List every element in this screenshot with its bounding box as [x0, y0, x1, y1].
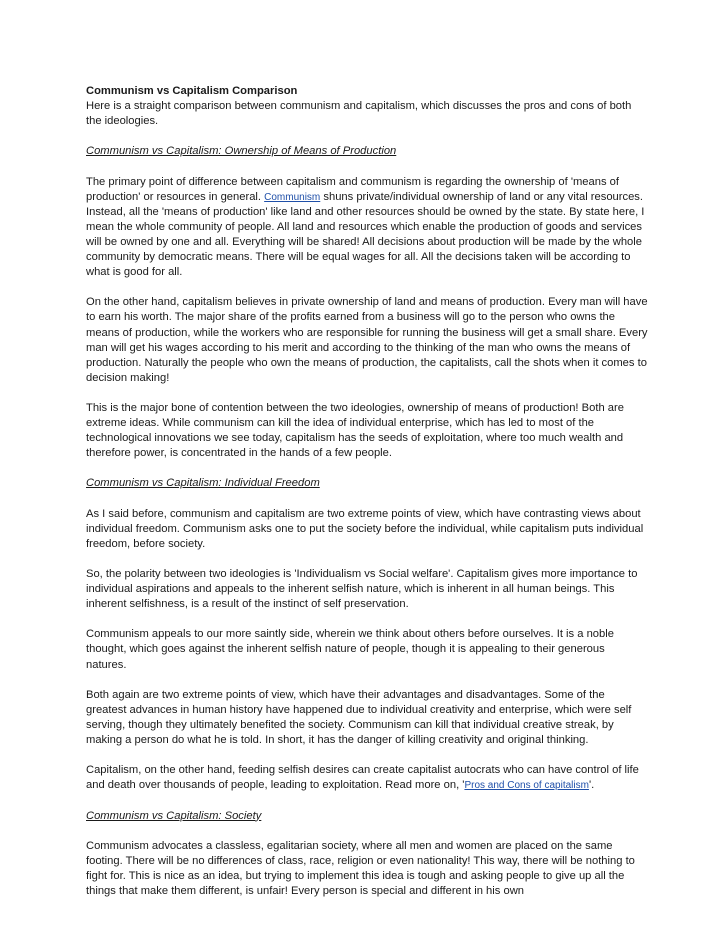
ownership-p1-text-b: shuns private/individual ownership of land or any vital resources. Instead, all the 'means of production' like land and other resources should be owned by the state. By state here, I mean the whole community of people. All land and resources which enable the production of goods and services will be owned by one and all. Everything will be shared! All decisions about production will be made by the whole community by democratic means. There will be equal wages for all. All the decisions taken will be according to what is good for all.	[86, 190, 645, 279]
society-paragraph-1: Communism advocates a classless, egalitarian society, where all men and women are placed on the same footing. There will be no differences of class, race, religion or even nationality! This way, there will be nothing to fight for. This is nice as an idea, but trying to implement this idea is tough and asking people to give up all the things that make them different, is unfair! Every person is special and different in his own	[86, 839, 635, 897]
document-page	[86, 84, 648, 914]
pros-cons-capitalism-link[interactable]: Pros and Cons of capitalism	[464, 780, 589, 792]
freedom-p5-text-a: Capitalism, on the other hand, feeding selfish desires can create capitalist autocrats who can have control of life and death over thousands of people, leading to exploitation. Read more on, '	[86, 764, 639, 792]
freedom-paragraph-1: As I said before, communism and capitalism are two extreme points of view, which have contrasting views about individual freedom. Communism asks one to put the society before the individual, while capitalism puts individual freedom, before society.	[86, 507, 644, 550]
section-heading-ownership: Communism vs Capitalism: Ownership of Means of Production	[86, 145, 397, 158]
document-title: Communism vs Capitalism Comparison	[86, 85, 298, 97]
freedom-paragraph-4: Both again are two extreme points of view, which have their advantages and disadvantages. Some of the greatest advances in human history have happened due to individual creativity and enterprise, which were self serving, though they ultimately benefited the society. Communism can kill that individual creative streak, by making a person do what he is told. In short, it has the danger of killing creativity and original thinking.	[86, 688, 632, 747]
ownership-paragraph-3: This is the major bone of contention between the two ideologies, ownership of means of production! Both are extreme ideas. While communism can kill the idea of individual enterprise, which has led to most of the technological innovations we see today, capitalism has the seeds of exploitation, where too much wealth and therefore power, is concentrated in the hands of a few people.	[86, 401, 624, 460]
ownership-p1-text-a: The primary point of difference between capitalism and communism is regarding the ownership of 'means of production' or resources in general.	[86, 175, 619, 203]
section-heading-freedom: Communism vs Capitalism: Individual Freedom	[86, 477, 320, 490]
freedom-p5-text-b: '.	[588, 779, 595, 792]
freedom-paragraph-2: So, the polarity between two ideologies is 'Individualism vs Social welfare'. Capitalism gives more importance to individual aspirations and appeals to the inherent selfish nature, which is inherent in all human beings. This inherent selfishness, is a result of the instinct of self preservation.	[86, 568, 638, 611]
communism-link[interactable]: Communism	[264, 191, 321, 203]
freedom-paragraph-3: Communism appeals to our more saintly side, wherein we think about others before ourselves. It is a noble thought, which goes against the inherent selfish nature of people, though it is appealing to their generous natures.	[86, 628, 614, 671]
ownership-paragraph-2: On the other hand, capitalism believes in private ownership of land and means of production. Every man will have to earn his worth. The major share of the profits earned from a business will go to the person who owns the means of production, while the workers who are responsible for running the business will get a small share. Every man will get his wages according to his merit and according to the thinking of the man who owns the means of production. Naturally the people who own the means of production, the capitalists, call the shots when it comes to decision making!	[86, 296, 648, 384]
section-heading-society: Communism vs Capitalism: Society	[86, 809, 262, 822]
intro-paragraph: Here is a straight comparison between communism and capitalism, which discusses the pros and cons of both the ideologies.	[86, 100, 632, 128]
ownership-paragraph-1	[86, 175, 648, 281]
freedom-paragraph-5	[86, 763, 648, 793]
